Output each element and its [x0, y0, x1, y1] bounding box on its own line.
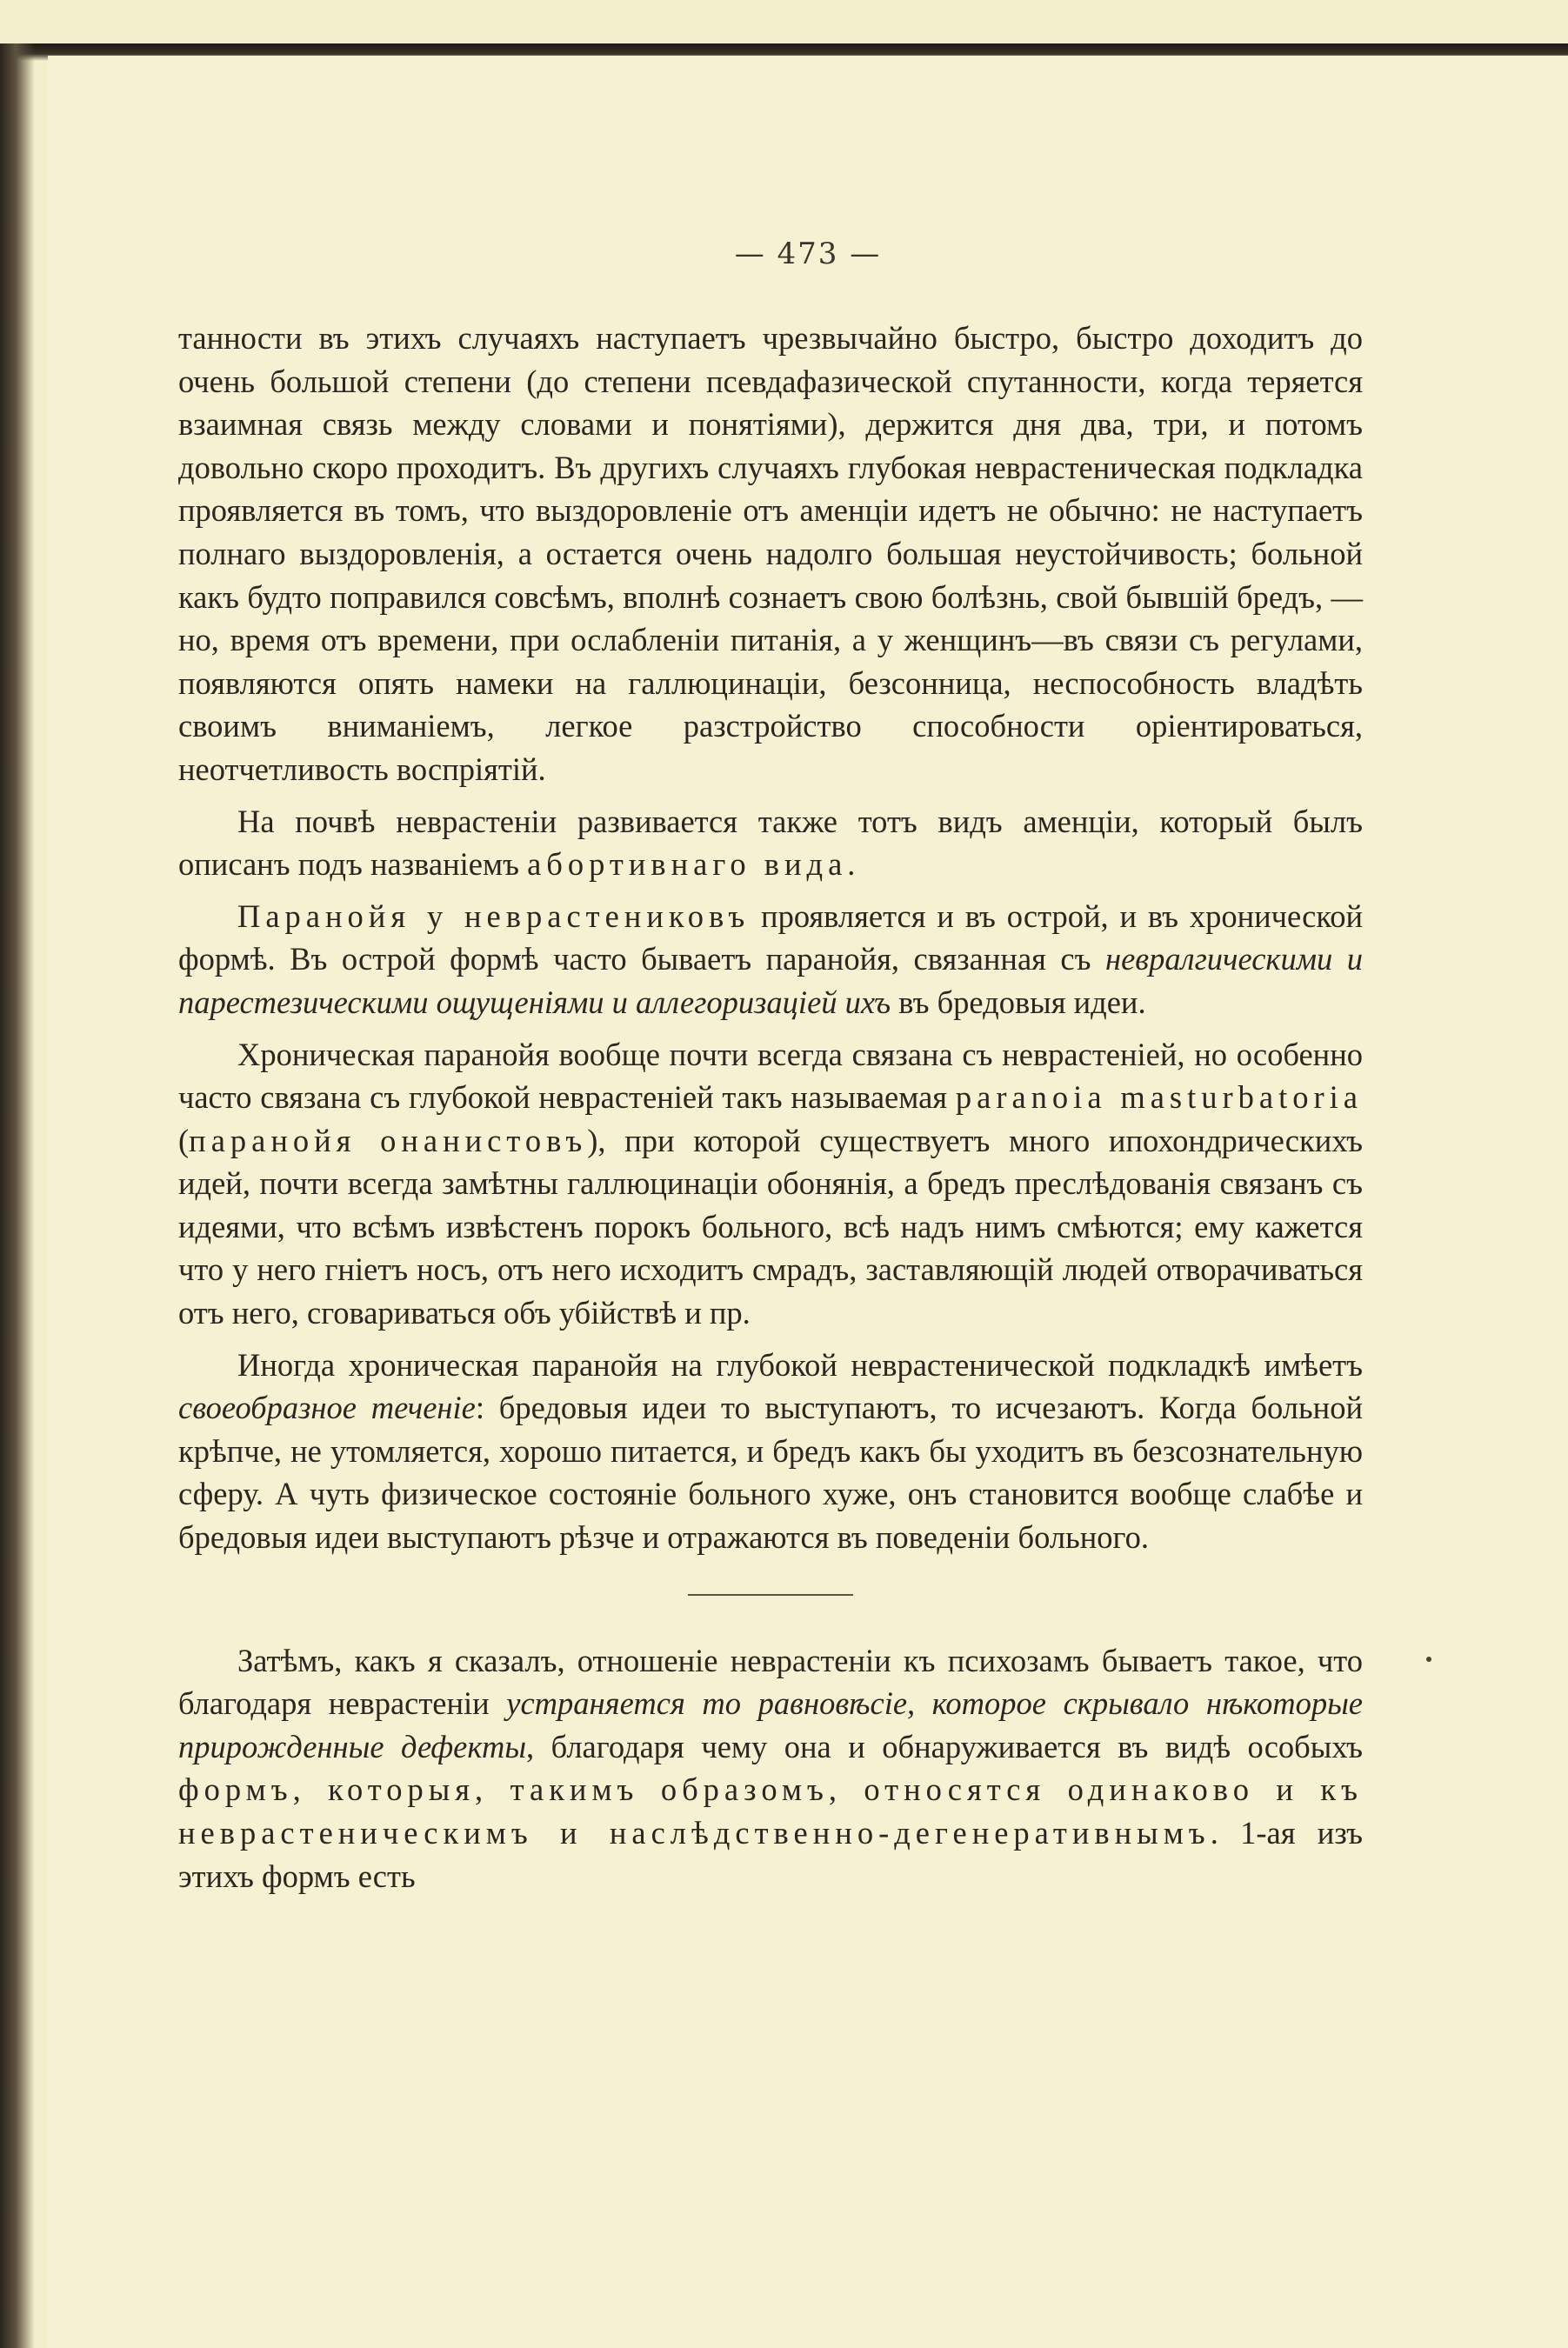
paragraph-gap: [178, 791, 1363, 800]
text-run: . 1-ая изъ этихъ формъ есть: [178, 1815, 1363, 1894]
book-page: [48, 56, 1568, 2348]
paragraph-gap: [178, 1024, 1363, 1033]
text-run: , благодаря чему она и обнаруживается въ видѣ особыхъ: [526, 1728, 1363, 1764]
text-run: На почвѣ неврастеніи развивается также тотъ видъ аменціи, который былъ описанъ подъ названіемъ: [178, 803, 1363, 883]
spaced-text: абортивнаго вида: [527, 846, 848, 883]
spaced-text: paranoia masturbatoria: [955, 1079, 1363, 1116]
italic-text: невралгическими и парестезическими ощущеніями и аллегоризаціей ихъ: [178, 941, 1363, 1020]
text-run: въ бредовыя идеи.: [891, 984, 1146, 1020]
spaced-text: формъ, которыя, такимъ образомъ, относятся одинаково и къ неврастеническимъ и наслѣдственно-дегенеративнымъ: [178, 1771, 1363, 1851]
text-run: проявляется и въ острой, и въ хронической формѣ. Въ острой формѣ часто бываетъ паранойя, связанная съ: [178, 897, 1364, 977]
paragraph-gap: [178, 1335, 1363, 1344]
text-run: : бредовыя идеи то выступаютъ, то исчезаютъ. Когда больной крѣпче, не утомляется, хорошо питается, и бредъ какъ бы уходитъ въ безсознательную сферу. А чуть физическое состояніе больного хуже, онъ становится вообще слабѣе и бредовыя идеи выступаютъ рѣзче и отражаются въ поведеніи больного.: [178, 1390, 1363, 1556]
body-text: [178, 317, 1363, 1898]
paragraph: [178, 1639, 1363, 1898]
scan-shadow-left: [0, 43, 35, 2348]
spaced-text: Паранойя у неврастениковъ: [237, 897, 751, 934]
text-run: (: [178, 1122, 190, 1158]
text-run: танности въ этихъ случаяхъ наступаетъ чрезвычайно быстро, быстро доходитъ до очень большой степени (до степени псевдафазической спутанности, когда теряется взаимная связь между словами и понятіями), держится дня два, три, и потомъ довольно скоро проходитъ. Въ другихъ случаяхъ глубокая неврастеническая подкладка проявляется въ томъ, что выздоровленіе отъ аменціи идетъ не обычно: не наступаетъ полнаго выздоровленія, а остается очень надолго большая неустойчивость; больной какъ будто поправился совсѣмъ, вполнѣ сознаетъ свою болѣзнь, свой бывшій бредъ, — но, время отъ времени, при ослабленіи питанія, а у женщинъ—въ связи съ регулами, появляются опять намеки на галлюцинаціи, безсонница, неспособность владѣть своимъ вниманіемъ, легкое разстройство способности оріентироваться, неотчетливость воспріятій.: [178, 320, 1363, 787]
spaced-text: паранойя онанистовъ: [189, 1122, 588, 1158]
ink-speck: [1426, 1657, 1431, 1662]
paragraph: [178, 800, 1363, 886]
text-run: .: [847, 846, 856, 883]
paragraph: [178, 895, 1363, 1024]
text-run: Хроническая паранойя вообще почти всегда связана съ неврастеніей, но особенно часто связана съ глубокой неврастеніей такъ называемая: [178, 1036, 1363, 1116]
text-run: ), при которой существуетъ много ипохондрическихъ идей, почти всегда замѣтны галлюцинаціи обонянія, а бредъ преслѣдованія связанъ съ идеями, что всѣмъ извѣстенъ порокъ больного, всѣ надъ нимъ смѣются; ему кажется что у него гніетъ носъ, отъ него исходитъ смрадъ, заставляющій людей отворачиваться отъ него, сговариваться объ убійствѣ и пр.: [178, 1122, 1363, 1331]
paragraph: [178, 1344, 1363, 1559]
page-number: — 473 —: [734, 237, 882, 271]
text-run: Иногда хроническая паранойя на глубокой неврастенической подкладкѣ имѣетъ: [237, 1346, 1363, 1383]
paragraph: [178, 1033, 1363, 1335]
section-divider: [688, 1594, 853, 1596]
text-run: Затѣмъ, какъ я сказалъ, отношеніе неврастеніи къ психозамъ бываетъ такое, что благодаря неврастеніи: [178, 1642, 1363, 1722]
paragraph: [178, 317, 1363, 791]
italic-text: устраняется то равновѣсіе, которое скрывало нѣкоторые прирожденные дефекты: [178, 1685, 1364, 1764]
paragraph-gap: [178, 886, 1363, 895]
italic-text: своеобразное теченіе: [178, 1390, 476, 1426]
